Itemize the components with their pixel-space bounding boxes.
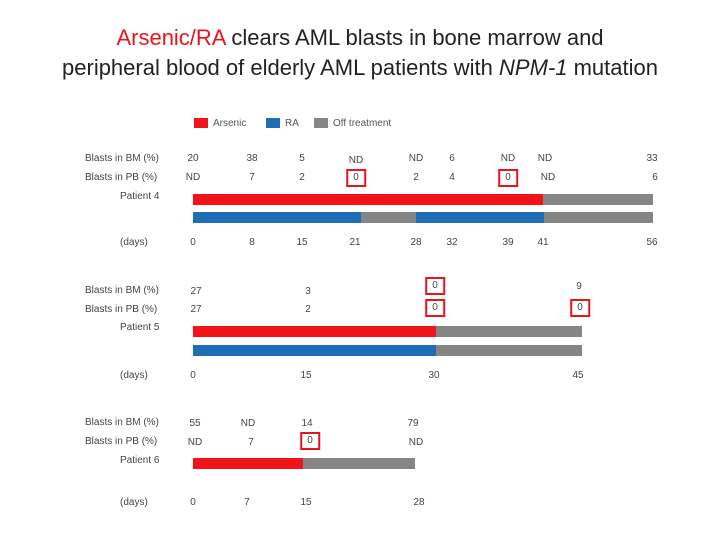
p6-patient-label: Patient 6 <box>120 455 160 466</box>
p4-ra-bar <box>416 212 544 223</box>
p6-arsenic-bar <box>193 458 303 469</box>
p5-bm-value: 3 <box>305 286 311 297</box>
p4-day-tick: 41 <box>537 237 549 248</box>
legend-label-off: Off treatment <box>333 117 392 129</box>
legend-swatch-off <box>314 118 328 128</box>
p5-bm-value: 27 <box>190 286 202 297</box>
legend-swatch-ra <box>266 118 280 128</box>
p5-day-tick: 30 <box>428 370 440 381</box>
p6-bm-value: 79 <box>407 418 419 429</box>
p4-day-tick: 32 <box>446 237 458 248</box>
p4-pb-value: ND <box>540 172 556 183</box>
p4-pb-value-boxed: 0 <box>346 169 366 187</box>
p4-bm-value: 38 <box>246 153 258 164</box>
p4-pb-value: 4 <box>449 172 455 183</box>
p4-bm-value: 20 <box>187 153 199 164</box>
p6-day-tick: 15 <box>300 497 312 508</box>
p6-days-label: (days) <box>120 497 148 508</box>
slide-title-line-2 <box>0 55 720 81</box>
p4-pb-value: ND <box>185 172 201 183</box>
p4-pb-label: Blasts in PB (%) <box>85 172 158 183</box>
p5-pb-value: 2 <box>305 304 311 315</box>
p6-pb-label: Blasts in PB (%) <box>85 436 158 447</box>
p5-bm-value-boxed: 0 <box>425 277 445 295</box>
p4-bm-value: ND <box>408 153 424 164</box>
p6-bm-label: Blasts in BM (%) <box>85 417 159 428</box>
p4-day-tick: 15 <box>296 237 308 248</box>
p6-arsenic-off-bar <box>303 458 415 469</box>
p5-patient-label: Patient 5 <box>120 322 160 333</box>
p6-bm-value: 14 <box>301 418 313 429</box>
p4-ra-off-bar <box>361 212 416 223</box>
slide-title-line-1 <box>0 25 720 51</box>
p5-pb-label: Blasts in PB (%) <box>85 304 158 315</box>
p4-patient-label: Patient 4 <box>120 191 160 202</box>
legend-label-ra: RA <box>285 117 299 129</box>
p6-pb-value: 7 <box>248 437 254 448</box>
p4-days-label: (days) <box>120 237 148 248</box>
p4-bm-value: ND <box>537 153 553 164</box>
p4-bm-label: Blasts in BM (%) <box>85 153 159 164</box>
p6-pb-value: ND <box>408 437 424 448</box>
p4-bm-value: 6 <box>449 153 455 164</box>
p4-day-tick: 28 <box>410 237 422 248</box>
p6-bm-value: 55 <box>189 418 201 429</box>
legend-off-treatment <box>314 117 391 129</box>
p4-pb-value: 2 <box>413 172 419 183</box>
p4-day-tick: 56 <box>646 237 658 248</box>
p4-bm-value: 33 <box>646 153 658 164</box>
p4-pb-value: 6 <box>652 172 658 183</box>
title-line2-c: mutation <box>567 55 658 80</box>
p5-pb-value-boxed: 0 <box>425 299 445 317</box>
p4-bm-value: ND <box>348 155 364 166</box>
legend-arsenic <box>194 117 246 129</box>
legend-label-arsenic: Arsenic <box>213 117 247 129</box>
p5-pb-value-boxed: 0 <box>570 299 590 317</box>
p5-day-tick: 15 <box>300 370 312 381</box>
p4-pb-value: 2 <box>299 172 305 183</box>
p4-arsenic-bar <box>193 194 543 205</box>
p5-days-label: (days) <box>120 370 148 381</box>
p4-bm-value: 5 <box>299 153 305 164</box>
p5-pb-value: 27 <box>190 304 202 315</box>
p5-bm-value: 9 <box>576 281 582 292</box>
title-line2-gene: NPM-1 <box>499 55 568 80</box>
p4-ra-bar <box>193 212 361 223</box>
p5-ra-off-bar <box>436 345 582 356</box>
p6-pb-value: ND <box>187 437 203 448</box>
p5-arsenic-bar <box>193 326 436 337</box>
p4-bm-value: ND <box>500 153 516 164</box>
p4-day-tick: 39 <box>502 237 514 248</box>
p6-pb-value-boxed: 0 <box>300 432 320 450</box>
p4-day-tick: 0 <box>190 237 196 248</box>
p5-arsenic-off-bar <box>436 326 582 337</box>
p4-day-tick: 8 <box>249 237 255 248</box>
p6-day-tick: 0 <box>190 497 196 508</box>
p4-day-tick: 21 <box>349 237 361 248</box>
title-line2-a: peripheral blood of elderly AML patients with <box>62 55 500 80</box>
legend-swatch-arsenic <box>194 118 208 128</box>
p5-ra-bar <box>193 345 436 356</box>
title-highlight: Arsenic/RA <box>116 25 226 50</box>
p6-day-tick: 7 <box>244 497 250 508</box>
legend-ra <box>266 117 299 129</box>
p5-day-tick: 45 <box>572 370 584 381</box>
p4-pb-value: 7 <box>249 172 255 183</box>
p6-bm-value: ND <box>240 418 256 429</box>
p5-bm-label: Blasts in BM (%) <box>85 285 159 296</box>
p4-ra-off-bar <box>544 212 653 223</box>
title-rest: clears AML blasts in bone marrow and <box>225 25 604 50</box>
p5-day-tick: 0 <box>190 370 196 381</box>
p4-pb-value-boxed: 0 <box>498 169 518 187</box>
p6-day-tick: 28 <box>413 497 425 508</box>
p4-arsenic-off-bar <box>543 194 653 205</box>
